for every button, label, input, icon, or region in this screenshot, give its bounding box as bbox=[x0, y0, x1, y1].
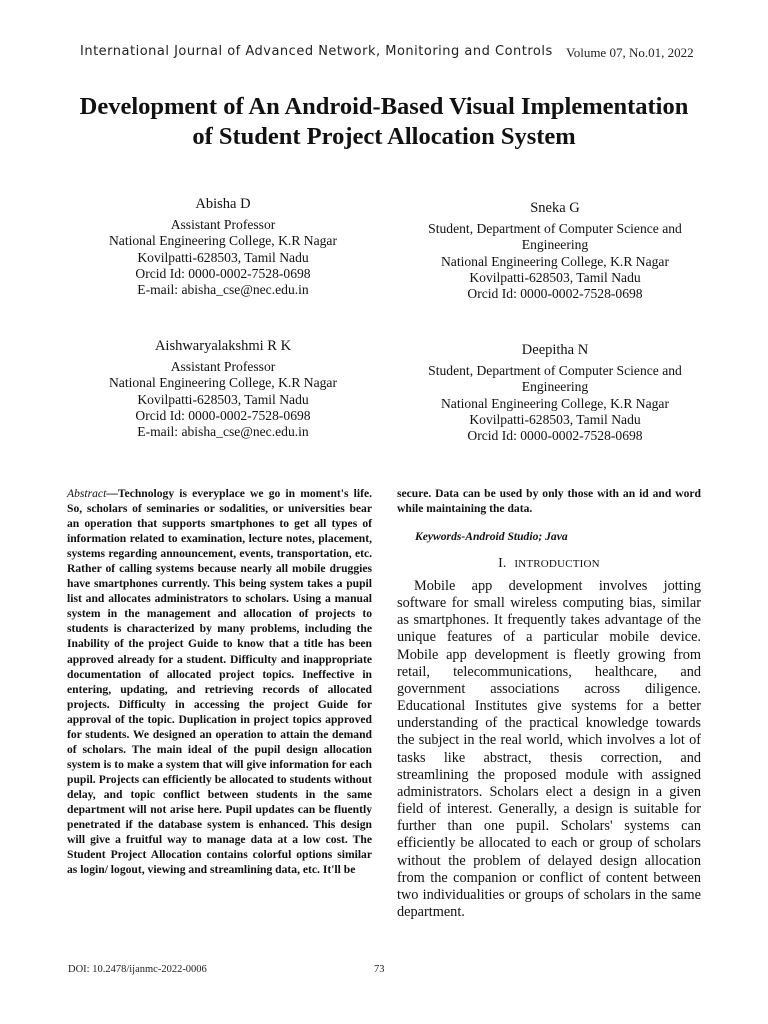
author-affiliation-line: National Engineering College, K.R Nagar bbox=[440, 395, 669, 411]
author-email: E-mail: abisha_cse@nec.edu.in bbox=[137, 424, 309, 440]
doi: DOI: 10.2478/ijanmc-2022-0006 bbox=[68, 964, 207, 975]
author-orcid: Orcid Id: 0000-0002-7528-0698 bbox=[135, 265, 311, 281]
page-number: 73 bbox=[374, 964, 385, 975]
keywords: Keywords-Android Studio; Java bbox=[415, 530, 568, 543]
abstract-text: Technology is everyplace we go in moment's life. So, scholars of seminaries or sodalities, or universities bear an operation that supports smartphones to get all types of information related to examination, lecture notes, placement, systems regarding announcement, events, transportation, etc. Rather of calling systems because nearly all mobile druggies have smartphones currently. This being system takes a pupil list and allocates administrators to scholars. Using a manual system in the management and allocation of projects to students is characterized by many problems, including the Inability of the project Guide to know that a title has been approved already for a student. Difficulty and inappropriate documentation of allocated project topics. Ineffective in entering, updating, and retrieving records of allocated projects. Difficulty in accessing the project Guide for approval of the topic. Duplication in project topics approved for students. We designed an operation to attain the demand of scholars. The main ideal of the pupil design allocation system is to make a system that will give information for each pupil. Projects can efficiently be allocated to students without delay, and topic conflict between students in the same department will not arise here. Pupil updates can be fluently penetrated if the database system is enhanced. This design will give a fruitful way to manage data at a low cost. The Student Project Allocation contains colorful options similar as login/ logout, viewing and streamlining data, etc. It'll be bbox=[67, 487, 372, 877]
author-affiliation-line: Assistant Professor bbox=[170, 359, 276, 375]
abstract-continued: secure. Data can be used by only those with an id and word while maintaining the data. bbox=[397, 487, 701, 515]
author-affiliation-line: Student, Department of Computer Science and bbox=[428, 363, 682, 379]
section-title: INTRODUCTION bbox=[514, 558, 600, 570]
author-affiliation-line: Kovilpatti-628503, Tamil Nadu bbox=[137, 391, 309, 407]
author-name: Deepitha N bbox=[521, 342, 589, 358]
author-affiliation-line: Kovilpatti-628503, Tamil Nadu bbox=[137, 249, 309, 265]
abstract bbox=[67, 486, 372, 877]
author-block-3 bbox=[60, 338, 386, 440]
section-number: I. bbox=[498, 556, 507, 571]
author-affiliation-line: National Engineering College, K.R Nagar bbox=[440, 253, 669, 269]
journal-volume: Volume 07, No.01, 2022 bbox=[566, 45, 694, 60]
abstract-label: Abstract bbox=[67, 487, 107, 500]
author-name: Aishwaryalakshmi R K bbox=[154, 338, 292, 354]
author-affiliation-line: Engineering bbox=[521, 237, 589, 253]
title-line-2: of Student Project Allocation System bbox=[192, 123, 576, 150]
title-line-1: Development of An Android-Based Visual Implementation bbox=[79, 93, 689, 120]
running-header bbox=[0, 44, 768, 68]
abstract-dash: — bbox=[106, 487, 118, 500]
author-block-1 bbox=[60, 196, 386, 298]
introduction-paragraph: Mobile app development involves jotting software for small wireless computing bias, similar as smartphones. It frequently takes advantage of the unique features of a particular mobile device. Mobile app development is fleetly growing from retail, telecommunications, healthcare, and government associations across diligence. Educational Institutes give systems for a better understanding of the practical knowledge towards the subject in the real world, which involves a lot of tasks like abstract, thesis correction, and streamlining the proposed module with assigned administrators. Scholars elect a design in a given field of interest. Generally, a design is suitable for further than one pupil. Scholars' systems can efficiently be allocated to each or group of scholars without the problem of delayed design allocation from the companion or conflict of content between two individualities or groups of scholars in the same department. bbox=[397, 578, 701, 920]
section-heading bbox=[397, 556, 701, 572]
journal-name: International Journal of Advanced Network, Monitoring and Controls bbox=[80, 44, 553, 59]
author-email: E-mail: abisha_cse@nec.edu.in bbox=[137, 282, 309, 298]
author-name: Abisha D bbox=[195, 196, 251, 212]
author-orcid: Orcid Id: 0000-0002-7528-0698 bbox=[135, 407, 311, 423]
author-orcid: Orcid Id: 0000-0002-7528-0698 bbox=[467, 286, 643, 302]
author-block-2 bbox=[392, 200, 718, 302]
author-affiliation-line: Kovilpatti-628503, Tamil Nadu bbox=[469, 411, 641, 427]
right-column bbox=[397, 486, 701, 921]
page-footer bbox=[68, 964, 388, 980]
author-orcid: Orcid Id: 0000-0002-7528-0698 bbox=[467, 428, 643, 444]
author-block-4 bbox=[392, 342, 718, 444]
author-affiliation-line: Assistant Professor bbox=[170, 217, 276, 233]
paper-title bbox=[40, 92, 728, 152]
author-affiliation-line: National Engineering College, K.R Nagar bbox=[108, 233, 337, 249]
author-affiliation-line: Engineering bbox=[521, 379, 589, 395]
author-affiliation-line: National Engineering College, K.R Nagar bbox=[108, 375, 337, 391]
author-affiliation-line: Student, Department of Computer Science and bbox=[428, 221, 682, 237]
author-name: Sneka G bbox=[530, 200, 580, 216]
author-affiliation-line: Kovilpatti-628503, Tamil Nadu bbox=[469, 269, 641, 285]
